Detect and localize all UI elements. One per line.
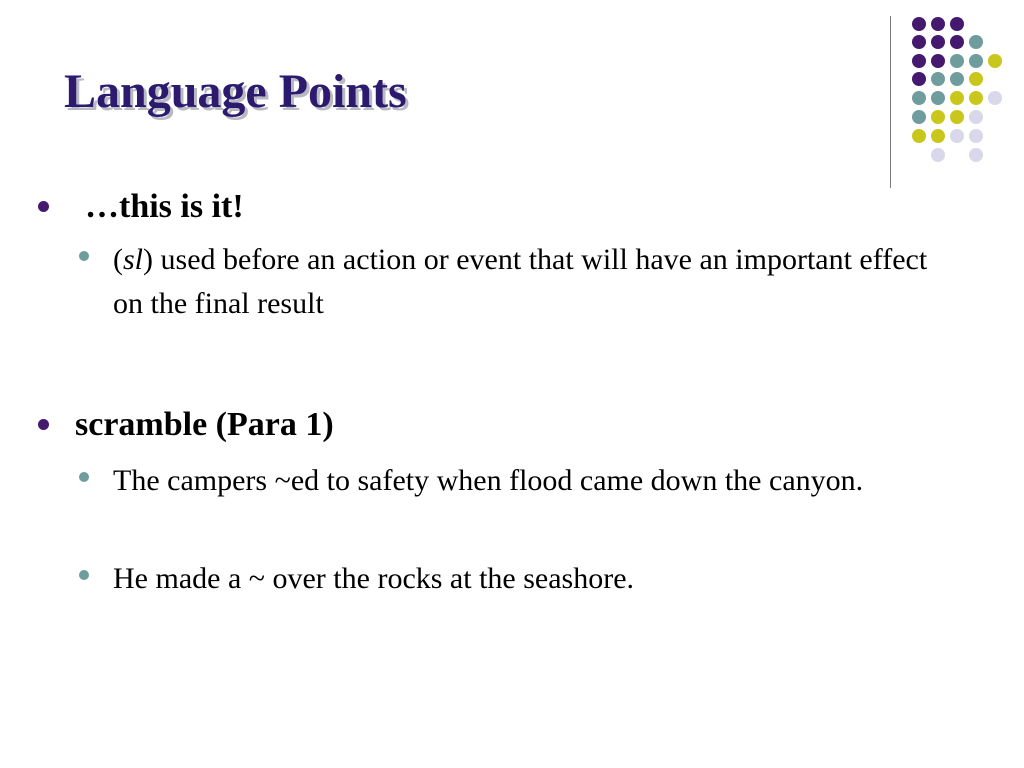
decoration-dot	[912, 35, 926, 49]
decoration-dot	[969, 91, 983, 105]
decoration-dot	[969, 35, 983, 49]
register-label: sl	[123, 243, 144, 276]
decoration-dot	[912, 54, 926, 68]
decoration-dot	[950, 35, 964, 49]
definition-body: used before an action or event that will have an important effect on the final result	[113, 243, 928, 320]
decoration-dot	[988, 91, 1002, 105]
decoration-dot	[969, 54, 983, 68]
decoration-dot	[931, 148, 945, 162]
title-divider	[890, 16, 891, 188]
decoration-dot	[950, 129, 964, 143]
bullet-heading: …this is it!	[85, 188, 244, 225]
label-close-paren: )	[143, 243, 154, 276]
bullet-heading: scramble (Para 1)	[75, 406, 334, 443]
decoration-dot	[969, 129, 983, 143]
decoration-dot	[912, 17, 926, 31]
example-sentence: The campers ~ed to safety when flood came down the canyon.	[113, 464, 864, 497]
decoration-dot	[950, 54, 964, 68]
decoration-dot	[931, 91, 945, 105]
decoration-dot	[950, 72, 964, 86]
decoration-dot	[931, 54, 945, 68]
decoration-dot	[912, 72, 926, 86]
decoration-dot	[912, 110, 926, 124]
decoration-dot	[950, 110, 964, 124]
decoration-dot	[950, 91, 964, 105]
label-open-paren: (	[113, 243, 123, 276]
decoration-dot	[931, 129, 945, 143]
sub-bullet-dot-icon	[79, 570, 89, 580]
sub-bullet-dot-icon	[79, 472, 89, 482]
decoration-dot	[950, 17, 964, 31]
bullet-dot-icon	[38, 201, 49, 212]
decoration-dot	[912, 91, 926, 105]
slide-title: Language Points	[64, 65, 407, 118]
decoration-dot	[931, 17, 945, 31]
example-sentence: He made a ~ over the rocks at the seashore.	[113, 562, 635, 595]
decoration-dot	[931, 72, 945, 86]
bullet-dot-icon	[38, 419, 49, 430]
decoration-dot	[912, 129, 926, 143]
definition-text	[113, 238, 933, 326]
decoration-dot	[931, 110, 945, 124]
decoration-dot	[988, 54, 1002, 68]
decoration-dot	[931, 35, 945, 49]
decoration-dot	[969, 148, 983, 162]
decoration-dot	[969, 110, 983, 124]
decoration-dot	[969, 72, 983, 86]
sub-bullet-dot-icon	[79, 251, 89, 261]
